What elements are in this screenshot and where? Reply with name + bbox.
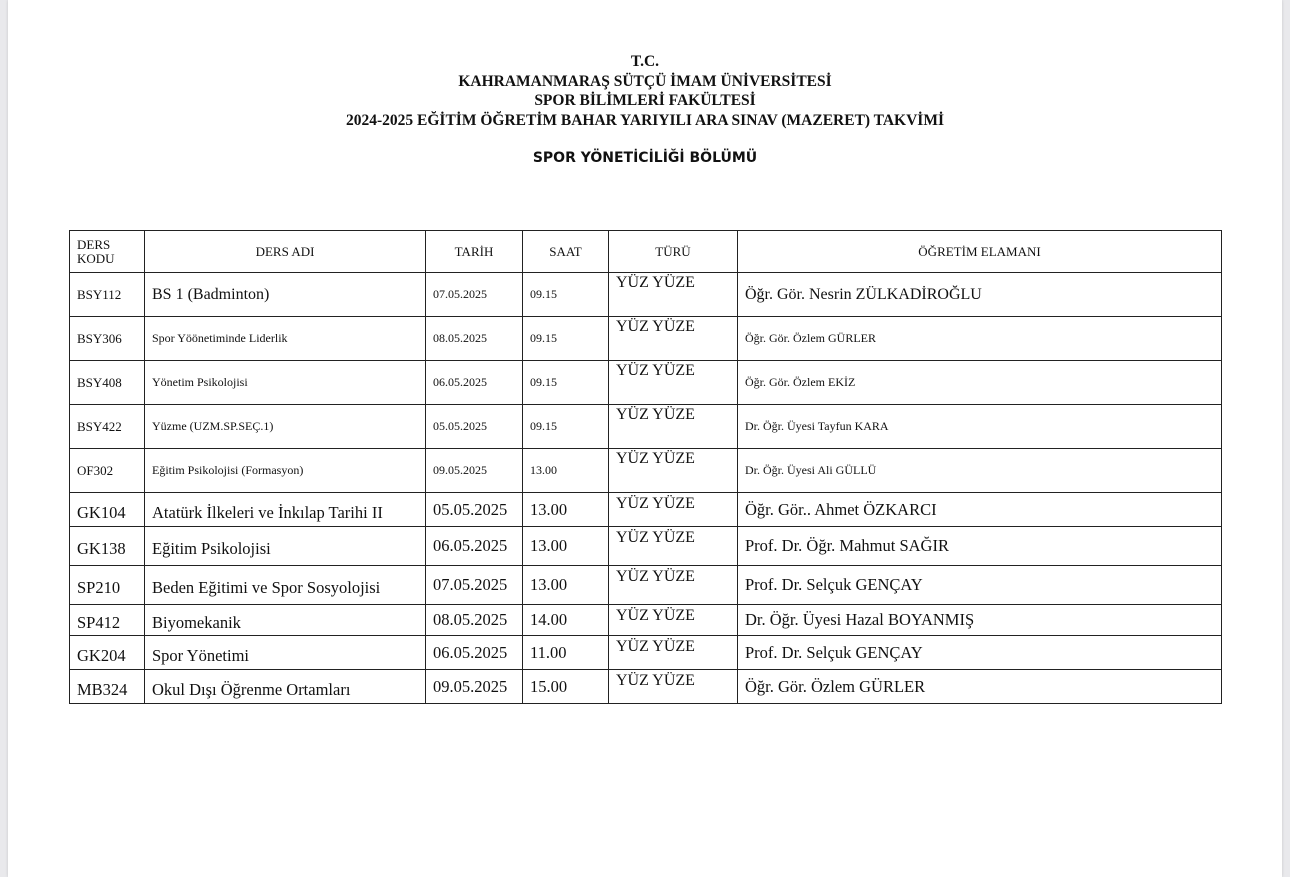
column-header-time: SAAT <box>523 231 609 273</box>
table-row <box>70 605 1222 636</box>
cell-code: MB324 <box>70 670 145 704</box>
cell-date: 08.05.2025 <box>426 317 523 361</box>
cell-lecturer: Prof. Dr. Öğr. Mahmut SAĞIR <box>738 527 1222 566</box>
cell-lecturer: Öğr. Gör.. Ahmet ÖZKARCI <box>738 493 1222 527</box>
table-row <box>70 449 1222 493</box>
cell-name: Beden Eğitimi ve Spor Sosyolojisi <box>145 566 426 605</box>
cell-lecturer: Öğr. Gör. Nesrin ZÜLKADİROĞLU <box>738 273 1222 317</box>
column-header-code-line2: KODU <box>77 250 115 266</box>
cell-time: 14.00 <box>523 605 609 636</box>
cell-lecturer: Dr. Öğr. Üyesi Ali GÜLLÜ <box>738 449 1222 493</box>
cell-name: Okul Dışı Öğrenme Ortamları <box>145 670 426 704</box>
column-header-date: TARİH <box>426 231 523 273</box>
table-row <box>70 405 1222 449</box>
cell-time: 09.15 <box>523 317 609 361</box>
cell-type: YÜZ YÜZE <box>609 449 738 493</box>
cell-time: 13.00 <box>523 493 609 527</box>
cell-name: Atatürk İlkeleri ve İnkılap Tarihi II <box>145 493 426 527</box>
cell-code: GK204 <box>70 636 145 670</box>
column-header-lecturer: ÖĞRETİM ELAMANI <box>738 231 1222 273</box>
cell-date: 09.05.2025 <box>426 449 523 493</box>
table-row <box>70 527 1222 566</box>
cell-code: BSY306 <box>70 317 145 361</box>
table-row <box>70 636 1222 670</box>
cell-code: GK138 <box>70 527 145 566</box>
cell-time: 15.00 <box>523 670 609 704</box>
cell-date: 05.05.2025 <box>426 493 523 527</box>
document-page <box>8 0 1282 877</box>
cell-type: YÜZ YÜZE <box>609 317 738 361</box>
cell-lecturer: Prof. Dr. Selçuk GENÇAY <box>738 566 1222 605</box>
cell-time: 13.00 <box>523 566 609 605</box>
cell-name: BS 1 (Badminton) <box>145 273 426 317</box>
cell-lecturer: Dr. Öğr. Üyesi Hazal BOYANMIŞ <box>738 605 1222 636</box>
cell-name: Spor Yöönetiminde Liderlik <box>145 317 426 361</box>
header-faculty: SPOR BİLİMLERİ FAKÜLTESİ <box>534 92 756 109</box>
cell-type: YÜZ YÜZE <box>609 670 738 704</box>
cell-type: YÜZ YÜZE <box>609 566 738 605</box>
cell-code: BSY422 <box>70 405 145 449</box>
cell-time: 13.00 <box>523 527 609 566</box>
document-header <box>8 52 1282 130</box>
column-header-code <box>70 231 145 273</box>
cell-code: GK104 <box>70 493 145 527</box>
cell-type: YÜZ YÜZE <box>609 361 738 405</box>
cell-lecturer: Öğr. Gör. Özlem GÜRLER <box>738 317 1222 361</box>
table-row <box>70 670 1222 704</box>
cell-name: Spor Yönetimi <box>145 636 426 670</box>
cell-lecturer: Öğr. Gör. Özlem GÜRLER <box>738 670 1222 704</box>
header-line-tc: T.C. <box>630 53 660 70</box>
header-university: KAHRAMANMARAŞ SÜTÇÜ İMAM ÜNİVERSİTESİ <box>458 72 832 90</box>
table-row <box>70 566 1222 605</box>
cell-date: 06.05.2025 <box>426 527 523 566</box>
department-title: SPOR YÖNETİCİLİĞİ BÖLÜMÜ <box>532 150 758 166</box>
cell-code: BSY408 <box>70 361 145 405</box>
column-header-type: TÜRÜ <box>609 231 738 273</box>
cell-time: 09.15 <box>523 361 609 405</box>
table-header-row <box>70 231 1222 273</box>
table-row <box>70 361 1222 405</box>
cell-date: 06.05.2025 <box>426 636 523 670</box>
cell-date: 06.05.2025 <box>426 361 523 405</box>
column-header-code-line1: DERS <box>77 236 111 252</box>
cell-type: YÜZ YÜZE <box>609 273 738 317</box>
cell-code: SP210 <box>70 566 145 605</box>
cell-code: OF302 <box>70 449 145 493</box>
table-row <box>70 317 1222 361</box>
cell-type: YÜZ YÜZE <box>609 605 738 636</box>
cell-date: 09.05.2025 <box>426 670 523 704</box>
cell-time: 13.00 <box>523 449 609 493</box>
table-row <box>70 493 1222 527</box>
cell-time: 09.15 <box>523 405 609 449</box>
cell-lecturer: Prof. Dr. Selçuk GENÇAY <box>738 636 1222 670</box>
cell-name: Eğitim Psikolojisi (Formasyon) <box>145 449 426 493</box>
cell-name: Biyomekanik <box>145 605 426 636</box>
cell-time: 11.00 <box>523 636 609 670</box>
exam-schedule-table <box>69 230 1222 704</box>
cell-type: YÜZ YÜZE <box>609 493 738 527</box>
cell-date: 08.05.2025 <box>426 605 523 636</box>
cell-code: SP412 <box>70 605 145 636</box>
table-row <box>70 273 1222 317</box>
cell-date: 05.05.2025 <box>426 405 523 449</box>
cell-lecturer: Öğr. Gör. Özlem EKİZ <box>738 361 1222 405</box>
header-title: 2024-2025 EĞİTİM ÖĞRETİM BAHAR YARIYILI ARA SINAV (MAZERET) TAKVİMİ <box>346 111 944 129</box>
cell-date: 07.05.2025 <box>426 566 523 605</box>
cell-time: 09.15 <box>523 273 609 317</box>
cell-type: YÜZ YÜZE <box>609 405 738 449</box>
cell-name: Eğitim Psikolojisi <box>145 527 426 566</box>
column-header-name: DERS ADI <box>145 231 426 273</box>
cell-name: Yönetim Psikolojisi <box>145 361 426 405</box>
cell-type: YÜZ YÜZE <box>609 527 738 566</box>
cell-name: Yüzme (UZM.SP.SEÇ.1) <box>145 405 426 449</box>
cell-code: BSY112 <box>70 273 145 317</box>
cell-date: 07.05.2025 <box>426 273 523 317</box>
cell-type: YÜZ YÜZE <box>609 636 738 670</box>
cell-lecturer: Dr. Öğr. Üyesi Tayfun KARA <box>738 405 1222 449</box>
